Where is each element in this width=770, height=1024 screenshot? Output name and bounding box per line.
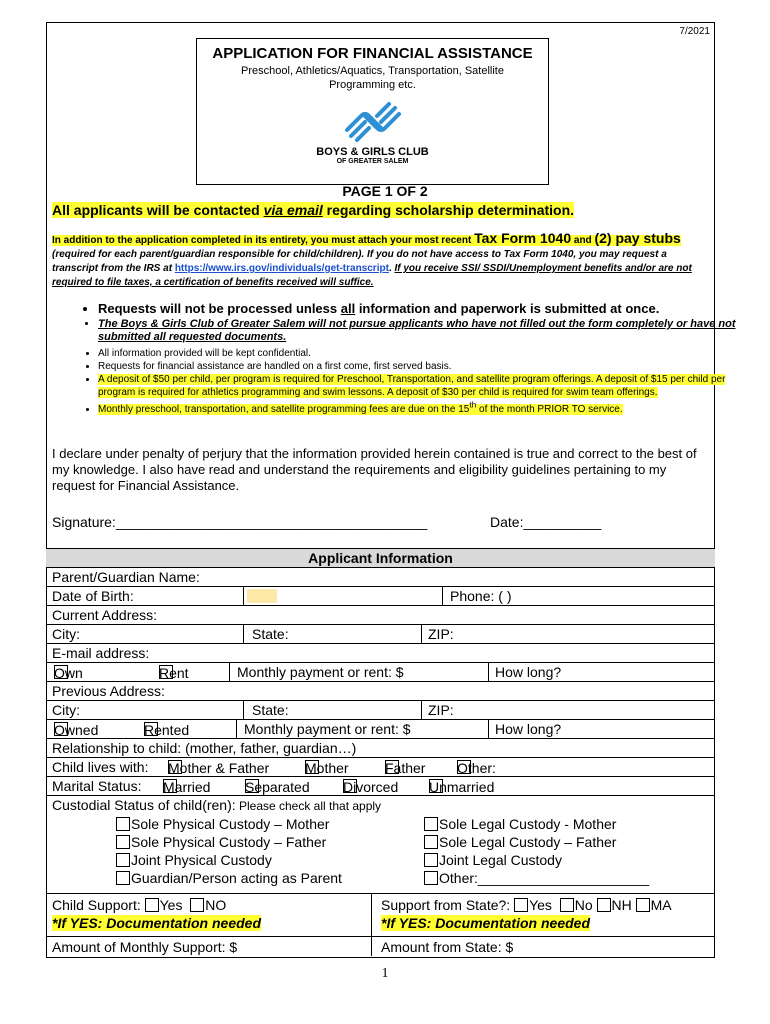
zip-label[interactable]: ZIP: — [428, 626, 454, 642]
custody-left-list — [116, 815, 342, 887]
parent-name-row[interactable] — [46, 568, 715, 587]
yes-label: Yes — [159, 897, 183, 913]
custody-checkbox[interactable] — [424, 817, 438, 831]
rule-1a: Requests will not be processed unless — [98, 301, 341, 316]
custody-checkbox[interactable] — [424, 871, 438, 885]
custody-label: Joint Legal Custody — [439, 852, 562, 868]
applicant-form — [46, 548, 715, 901]
form-subtitle: Preschool, Athletics/Aquatics, Transportation, Satellite Programming etc. — [241, 65, 504, 91]
deposit-rule: A deposit of $50 per child, per program is required for Preschool, Transportation, and satellite program offerings. A deposit of $15 per child per program is required for athletics programming and swim lessons. A deposit of $30 per child is required for swim team offerings. — [98, 374, 726, 398]
divider — [243, 625, 244, 643]
date-field[interactable]: Date:__________ — [490, 514, 602, 530]
child-support-no-checkbox[interactable] — [190, 898, 204, 912]
divider — [442, 587, 443, 605]
divider — [236, 720, 237, 738]
other-label: Other: — [457, 760, 496, 776]
state-no-label: No — [574, 897, 593, 913]
custody-checkbox[interactable] — [424, 853, 438, 867]
custody-checkbox[interactable] — [116, 817, 130, 831]
child-support-block — [46, 894, 380, 956]
rule-1b: all — [340, 301, 356, 316]
previous-address-row[interactable] — [46, 682, 715, 701]
fee-rule-sup: th — [469, 400, 477, 410]
custody-label: Sole Physical Custody – Father — [131, 834, 327, 850]
doc-needed-notice: *If YES: Documentation needed — [52, 915, 261, 931]
divider — [421, 701, 422, 719]
mother-label: Mother — [305, 760, 349, 776]
form-title: APPLICATION FOR FINANCIAL ASSISTANCE — [212, 45, 533, 62]
prev-housing-row — [46, 720, 715, 739]
custody-label: Sole Legal Custody - Mother — [439, 816, 617, 832]
unmarried-label: Unmarried — [429, 779, 495, 795]
how-long-label[interactable]: How long? — [495, 664, 562, 680]
ma-checkbox[interactable] — [636, 898, 650, 912]
city-row — [46, 625, 715, 644]
logo-subtext: OF GREATER SALEM — [336, 158, 409, 165]
mother-father-label: Mother & Father — [168, 760, 270, 776]
child-support-label: Child Support: — [52, 897, 141, 913]
custody-option[interactable] — [116, 833, 342, 851]
fee-rule-a: Monthly preschool, transportation, and satellite programming fees are due on the 15 — [98, 404, 470, 416]
section-header — [46, 548, 715, 568]
rented-label: Rented — [144, 722, 190, 738]
attachment-instructions — [52, 231, 712, 290]
custody-label: Guardian/Person acting as Parent — [131, 870, 342, 886]
divider — [371, 894, 372, 956]
custody-label: Other:______________________ — [439, 870, 650, 886]
support-section — [46, 893, 715, 956]
custodial-heading — [52, 797, 381, 813]
parent-name-label: Parent/Guardian Name: — [52, 569, 200, 585]
marital-label: Marital Status: — [52, 778, 142, 794]
signature-line[interactable]: Signature:________________________________________ — [52, 514, 428, 530]
no-label: NO — [205, 897, 227, 913]
child-lives-row — [46, 758, 715, 777]
prev-city-label[interactable]: City: — [52, 702, 80, 718]
contact-post: regarding scholarship determination. — [322, 202, 575, 218]
prev-how-long-label[interactable]: How long? — [495, 721, 562, 737]
marital-row — [46, 777, 715, 796]
prev-city-row — [46, 701, 715, 720]
custody-option[interactable] — [424, 851, 649, 869]
contact-notice — [52, 202, 574, 218]
attach-text-2: and — [571, 235, 595, 246]
divider — [488, 720, 489, 738]
prev-zip-label[interactable]: ZIP: — [428, 702, 454, 718]
email-row[interactable] — [46, 644, 715, 663]
divorced-label: Divorced — [343, 779, 399, 795]
custody-option[interactable] — [424, 869, 649, 887]
custodial-section — [46, 796, 715, 901]
current-address-label: Current Address: — [52, 607, 158, 623]
divider — [229, 663, 230, 681]
ssi-notice: If you receive SSI/ SSDI/Unemployment benefits and/or are not required to file taxes, a certification of benefits received will suffice. — [52, 263, 692, 288]
state-support-block — [375, 894, 709, 956]
rule-item: • The Boys & Girls Club of Greater Salem will not pursue applicants who have not filled out the form completely or have not submitted all requested documents. — [98, 318, 748, 344]
state-label[interactable]: State: — [252, 626, 289, 642]
state-doc-needed-notice: *If YES: Documentation needed — [381, 915, 590, 931]
father-label: Father — [385, 760, 426, 776]
attach-text-3: (required for each parent/guardian responsible for child/children). If you do not have access to Tax Form 1040, you may request a transcript from the IRS at — [52, 249, 667, 274]
revision-date: 7/2021 — [679, 26, 710, 37]
child-lives-label: Child lives with: — [52, 759, 149, 775]
dob-label: Date of Birth: — [52, 588, 134, 604]
support-state-label: Support from State?: — [381, 897, 511, 913]
custody-checkbox[interactable] — [116, 853, 130, 867]
logo-text: BOYS & GIRLS CLUB — [316, 146, 429, 158]
married-label: Married — [163, 779, 211, 795]
custody-option[interactable] — [116, 815, 342, 833]
custody-option[interactable] — [116, 869, 342, 887]
relationship-label: Relationship to child: (mother, father, guardian…) — [52, 740, 357, 756]
separated-label: Separated — [245, 779, 310, 795]
dob-row — [46, 587, 715, 606]
divider — [243, 701, 244, 719]
amount-monthly-label[interactable]: Amount of Monthly Support: $ — [52, 939, 238, 955]
tax-form-label: Tax Form 1040 — [474, 230, 572, 246]
child-support-row — [52, 897, 226, 913]
rule-item — [98, 399, 748, 416]
rule-item — [98, 300, 748, 317]
custodial-label: Custodial Status of child(ren): — [52, 797, 236, 813]
rent-label: Rent — [159, 665, 189, 681]
attach-text-1: In addition to the application completed in its entirety, you must attach your most recent — [52, 235, 475, 246]
custody-option[interactable] — [424, 815, 649, 833]
custody-right-list — [424, 815, 649, 887]
state-yes-label: Yes — [529, 897, 552, 913]
housing-row — [46, 663, 715, 682]
relationship-row[interactable] — [46, 739, 715, 758]
boys-girls-club-logo-icon — [341, 100, 405, 144]
state-no-checkbox[interactable] — [560, 898, 574, 912]
nh-checkbox[interactable] — [597, 898, 611, 912]
pay-stubs-label: (2) pay stubs — [594, 230, 681, 246]
custody-checkbox[interactable] — [424, 835, 438, 849]
email-label: E-mail address: — [52, 645, 150, 661]
irs-transcript-link[interactable]: https://www.irs.gov/individuals/get-transcript — [174, 263, 389, 274]
fee-rule-b: of the month PRIOR TO service. — [476, 404, 623, 416]
page-indicator: PAGE 1 OF 2 — [342, 183, 428, 199]
state-yes-checkbox[interactable] — [514, 898, 528, 912]
city-label[interactable]: City: — [52, 626, 80, 642]
custody-label: Sole Physical Custody – Mother — [131, 816, 330, 832]
attach-text-4: . — [388, 263, 395, 274]
own-label: Own — [54, 665, 83, 681]
prev-monthly-payment-label[interactable]: Monthly payment or rent: $ — [244, 721, 411, 737]
current-address-row[interactable] — [46, 606, 715, 625]
state-support-row — [381, 897, 672, 913]
page-number: 1 — [381, 966, 389, 981]
custody-label: Sole Legal Custody – Father — [439, 834, 617, 850]
custody-option[interactable] — [424, 833, 649, 851]
custody-checkbox[interactable] — [116, 835, 130, 849]
nh-label: NH — [611, 897, 632, 913]
monthly-payment-label[interactable]: Monthly payment or rent: $ — [237, 664, 404, 680]
rule-item: • Requests for financial assistance are handled on a first come, first served basis. — [98, 360, 748, 373]
rule-item — [98, 373, 748, 399]
amount-state-label[interactable]: Amount from State: $ — [381, 939, 514, 955]
ma-label: MA — [650, 897, 672, 913]
child-support-yes-checkbox[interactable] — [145, 898, 159, 912]
divider — [421, 625, 422, 643]
contact-via-email: via email — [263, 202, 323, 218]
declaration-text: I declare under penalty of perjury that the information provided herein contained is true and correct to the best of my knowledge. I also have read and understand the requirements and eligibility guidelines pertaining to my request for Financial Assistance. — [52, 446, 697, 493]
rule-item: • All information provided will be kept confidential. — [98, 347, 748, 360]
rules-list — [52, 300, 748, 416]
custody-label: Joint Physical Custody — [131, 852, 272, 868]
contact-pre: All applicants will be contacted — [52, 202, 264, 218]
phone-label[interactable]: Phone: ( ) — [450, 588, 512, 604]
owned-label: Owned — [54, 722, 99, 738]
custody-option[interactable] — [116, 851, 342, 869]
divider — [488, 663, 489, 681]
section-title: Applicant Information — [308, 550, 453, 566]
custodial-note: Please check all that apply — [235, 799, 382, 813]
prev-state-label[interactable]: State: — [252, 702, 289, 718]
header-box — [196, 38, 549, 185]
rule-1c: information and paperwork is submitted at once. — [355, 301, 660, 316]
divider — [243, 587, 244, 605]
divider — [46, 936, 715, 937]
previous-address-label: Previous Address: — [52, 683, 165, 699]
custody-checkbox[interactable] — [116, 871, 130, 885]
